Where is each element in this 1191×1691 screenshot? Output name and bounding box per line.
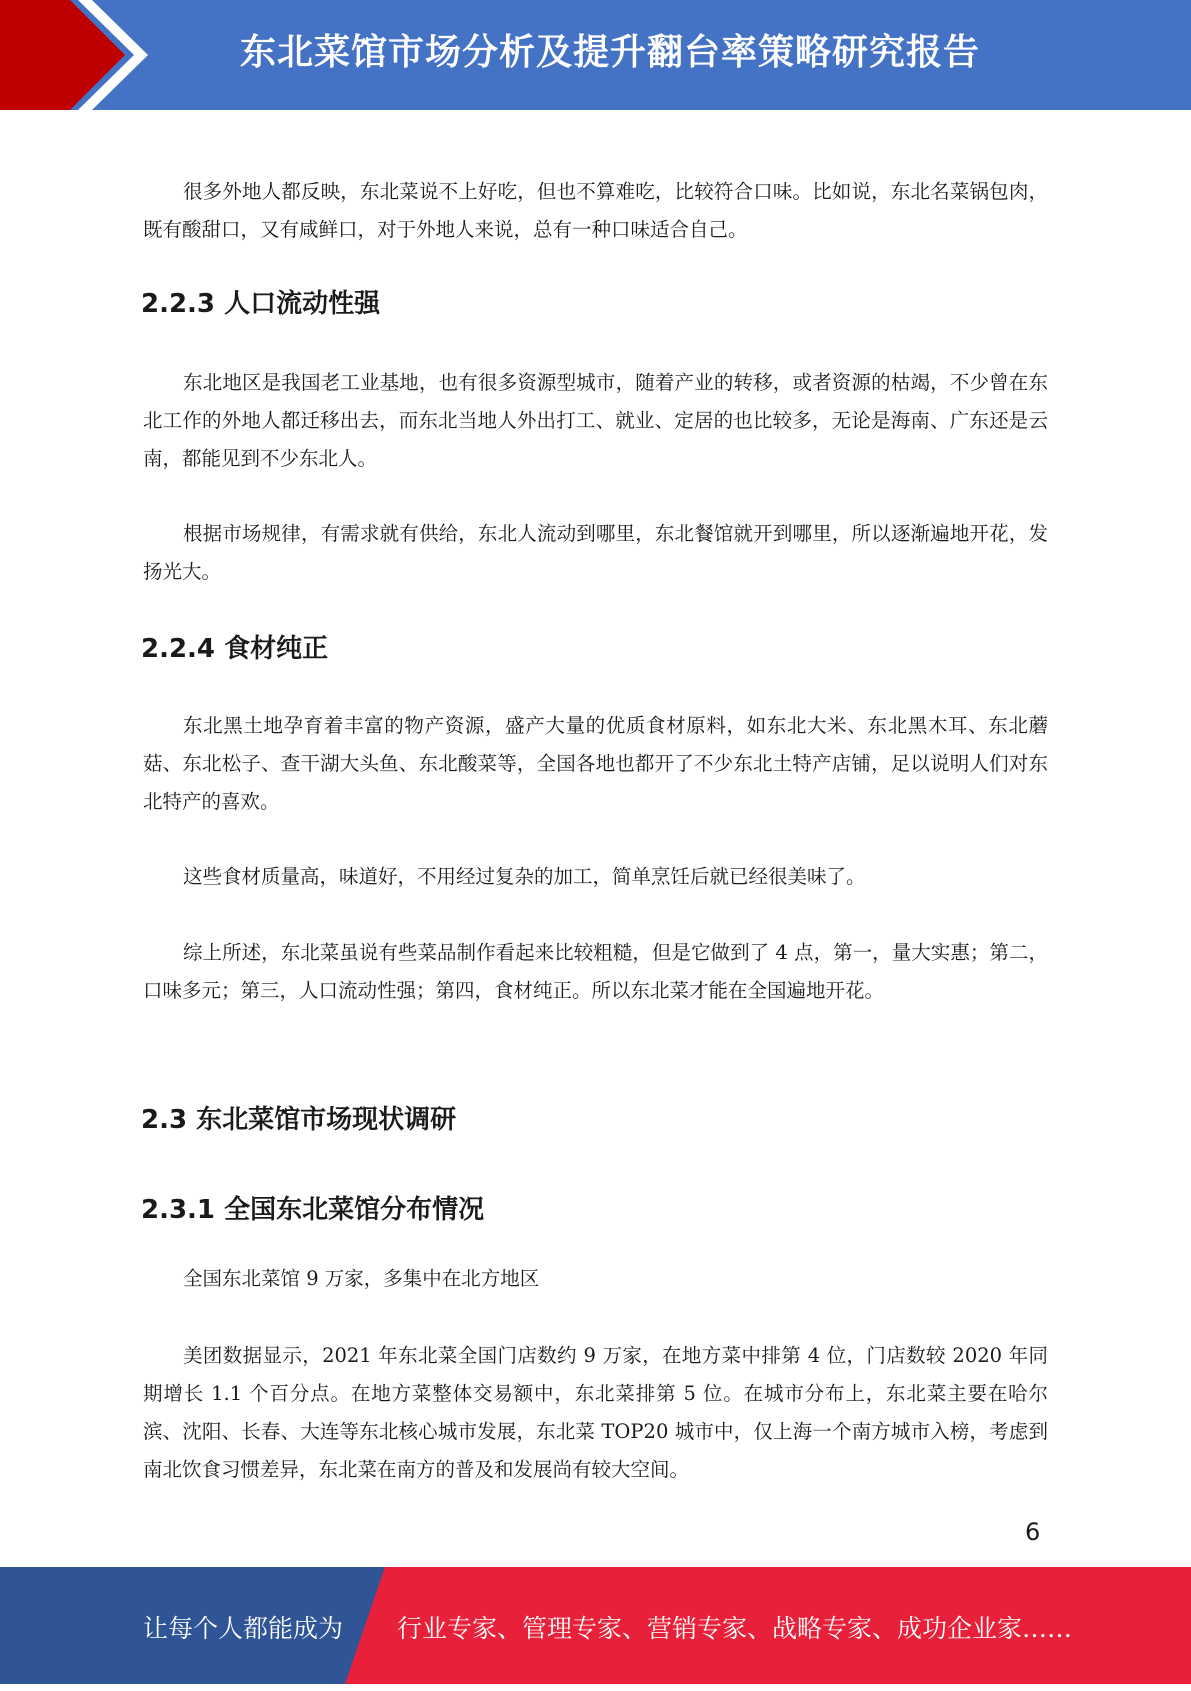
heading-2-3-1: 2.3.1 全国东北菜馆分布情况 [141, 1195, 485, 1225]
page-number: 6 [1025, 1518, 1041, 1546]
heading-2-3: 2.3 东北菜馆市场现状调研 [141, 1105, 457, 1135]
paragraph-market-rule: 根据市场规律，有需求就有供给，东北人流动到哪里，东北餐馆就开到哪里，所以逐渐遍地开花，发扬光大。 [143, 522, 1048, 583]
footer-slogan-right: 行业专家、管理专家、营销专家、战略专家、成功企业家…… [397, 1614, 1073, 1643]
report-title: 东北菜馆市场分析及提升翻台率策略研究报告 [240, 32, 981, 73]
heading-2-2-3: 2.2.3 人口流动性强 [141, 289, 381, 319]
page-header [0, 0, 1191, 110]
paragraph-ingredient-quality: 这些食材质量高，味道好，不用经过复杂的加工，简单烹饪后就已经很美味了。 [183, 865, 866, 888]
paragraph-ingredients: 东北黑土地孕育着丰富的物产资源，盛产大量的优质食材原料，如东北大米、东北黑木耳、东北蘑菇、东北松子、查干湖大头鱼、东北酸菜等，全国各地也都开了不少东北土特产店铺，足以说明人们对东北特产的喜欢。 [143, 714, 1048, 813]
header-chevron-icon [0, 0, 160, 110]
paragraph-meituan-data: 美团数据显示，2021 年东北菜全国门店数约 9 万家，在地方菜中排第 4 位，门店数较 2020 年同期增长 1.1 个百分点。在地方菜整体交易额中，东北菜排第 5 位。在城市分布上，东北菜主要在哈尔滨、沈阳、长春、大连等东北核心城市发展，东北菜 TOP20 城市中，仅上海一个南方城市入榜，考虑到南北饮食习惯差异，东北菜在南方的普及和发展尚有较大空间。 [143, 1344, 1048, 1481]
paragraph-taste: 很多外地人都反映，东北菜说不上好吃，但也不算难吃，比较符合口味。比如说，东北名菜锅包肉，既有酸甜口，又有咸鲜口，对于外地人来说，总有一种口味适合自己。 [143, 180, 1048, 241]
page-footer [0, 1567, 1191, 1684]
footer-slogan-left: 让每个人都能成为 [143, 1614, 344, 1643]
heading-2-2-4: 2.2.4 食材纯正 [141, 634, 329, 664]
paragraph-population-flow: 东北地区是我国老工业基地，也有很多资源型城市，随着产业的转移，或者资源的枯竭，不少曾在东北工作的外地人都迁移出去，而东北当地人外出打工、就业、定居的也比较多，无论是海南、广东还是云南，都能见到不少东北人。 [143, 371, 1048, 470]
paragraph-store-count: 全国东北菜馆 9 万家，多集中在北方地区 [183, 1267, 540, 1290]
paragraph-summary: 综上所述，东北菜虽说有些菜品制作看起来比较粗糙，但是它做到了 4 点，第一，量大实惠；第二，口味多元；第三，人口流动性强；第四，食材纯正。所以东北菜才能在全国遍地开花。 [143, 941, 1048, 1002]
